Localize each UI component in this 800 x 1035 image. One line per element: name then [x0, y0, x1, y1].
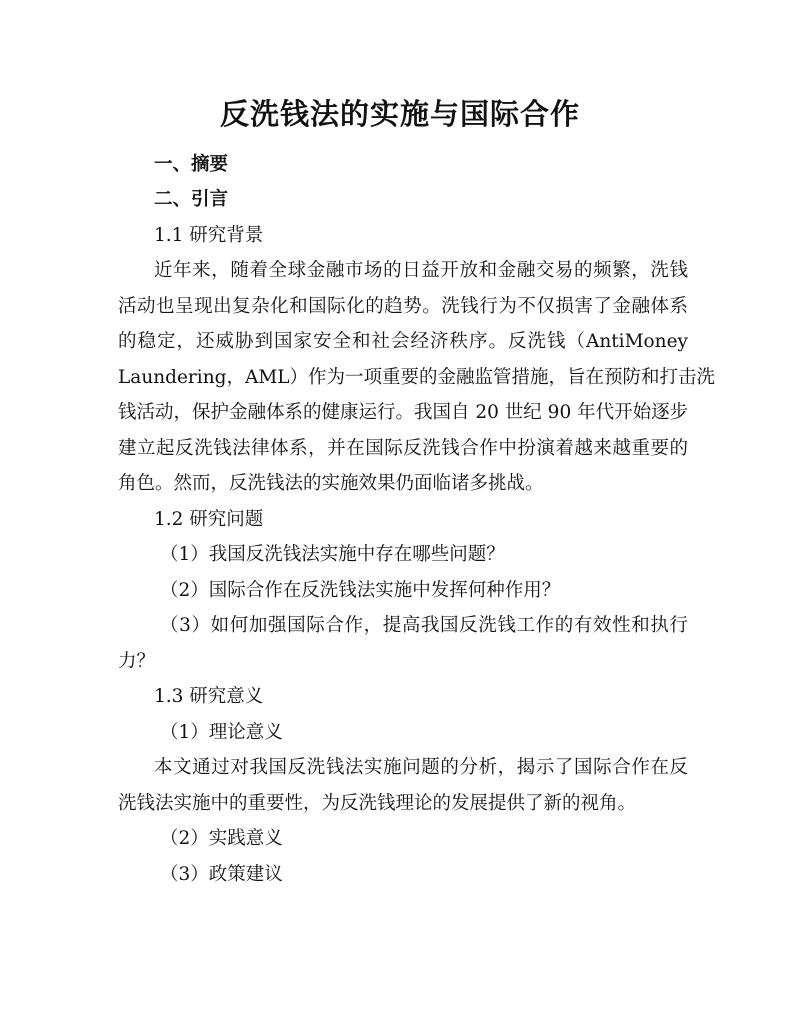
paragraph-line: 钱活动，保护金融体系的健康运行。我国自 20 世纪 90 年代开始逐步: [118, 402, 689, 423]
paragraph-line: 建立起反洗钱法律体系，并在国际反洗钱合作中扮演着越来越重要的: [118, 438, 688, 459]
heading-introduction: 二、引言: [154, 189, 229, 210]
question-2: （2）国际合作在反洗钱法实施中发挥何种作用？: [160, 580, 561, 601]
significance-practice: （2）实践意义: [160, 828, 283, 849]
paragraph-line: 活动也呈现出复杂化和国际化的趋势。洗钱行为不仅损害了金融体系: [118, 296, 688, 317]
question-3: （3）如何加强国际合作，提高我国反洗钱工作的有效性和执行: [160, 615, 688, 636]
significance-theory: （1）理论意义: [160, 722, 283, 743]
section-1-3-heading: 1.3 研究意义: [154, 686, 264, 707]
paragraph-line: 洗钱法实施中的重要性，为反洗钱理论的发展提供了新的视角。: [118, 793, 637, 814]
paragraph-line: 近年来，随着全球金融市场的日益开放和金融交易的频繁，洗钱: [154, 260, 688, 281]
section-1-2-heading: 1.2 研究问题: [154, 509, 264, 530]
paragraph-line: 的稳定，还威胁到国家安全和社会经济秩序。反洗钱（AntiMoney: [118, 331, 688, 352]
question-1: （1）我国反洗钱法实施中存在哪些问题？: [160, 544, 505, 565]
paragraph-line: 角色。然而，反洗钱法的实施效果仍面临诸多挑战。: [118, 473, 544, 494]
paragraph-line: Laundering，AML）作为一项重要的金融监管措施，旨在预防和打击洗: [118, 367, 716, 388]
section-1-1-heading: 1.1 研究背景: [154, 225, 264, 246]
document-title: 反洗钱法的实施与国际合作: [219, 97, 580, 131]
question-3-continued: 力？: [118, 651, 156, 672]
paragraph-line: 本文通过对我国反洗钱法实施问题的分析，揭示了国际合作在反: [154, 757, 688, 778]
heading-abstract: 一、摘要: [154, 154, 229, 175]
significance-policy: （3）政策建议: [160, 864, 283, 885]
